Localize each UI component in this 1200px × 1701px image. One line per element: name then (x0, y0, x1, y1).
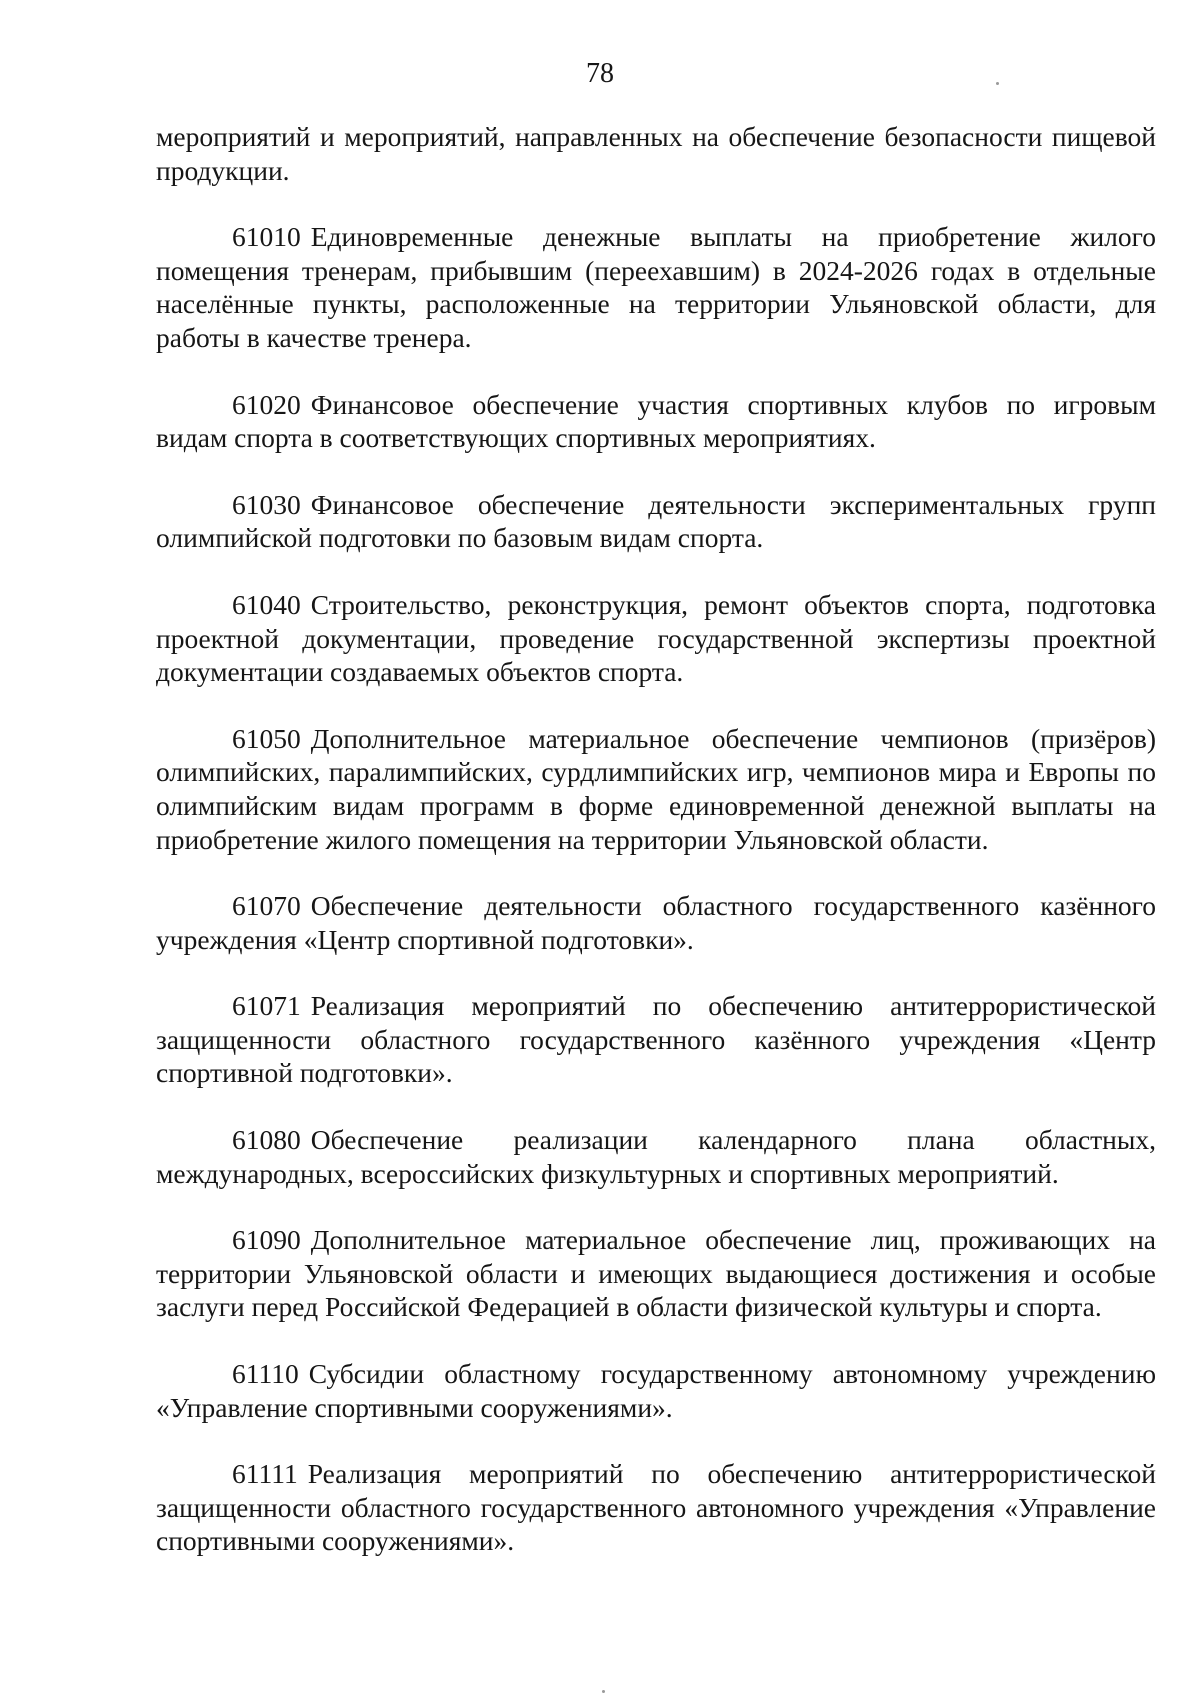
item-61080 (156, 1123, 1156, 1190)
item-61040 (156, 588, 1156, 689)
item-code: 61010 (232, 221, 301, 253)
item-code: 61090 (232, 1224, 301, 1256)
item-code: 61110 (232, 1358, 299, 1390)
scan-speck (996, 82, 999, 85)
item-text: Реализация мероприятий по обеспечению антитеррористической защищенности областного государственного казённого учреждения «Центр спортивной подготовки». (156, 990, 1156, 1089)
item-61111 (156, 1457, 1156, 1558)
item-text: Единовременные денежные выплаты на приобретение жилого помещения тренерам, прибывшим (переехавшим) в 2024-2026 годах в отдельные населённые пункты, расположенные на территории Ульяновской области, для работы в качестве тренера. (156, 221, 1156, 353)
item-61110 (156, 1357, 1156, 1424)
item-61070 (156, 889, 1156, 956)
item-61071 (156, 989, 1156, 1090)
item-text: Дополнительное материальное обеспечение чемпионов (призёров) олимпийских, паралимпийских, сурдлимпийских игр, чемпионов мира и Европы по олимпийским видам программ в форме единовременной денежной выплаты на приобретение жилого помещения на территории Ульяновской области. (156, 722, 1156, 855)
item-code: 61020 (232, 388, 301, 420)
item-code: 61040 (232, 588, 301, 620)
item-code: 61111 (232, 1458, 298, 1490)
item-code: 61050 (232, 722, 301, 754)
continuation-paragraph: мероприятий и мероприятий, направленных на обеспечение безопасности пищевой продукции. (156, 121, 1156, 186)
item-61030 (156, 488, 1156, 555)
item-code: 61080 (232, 1124, 301, 1156)
item-text: Обеспечение деятельности областного государственного казённого учреждения «Центр спортивной подготовки». (156, 890, 1156, 955)
item-text: Финансовое обеспечение деятельности экспериментальных групп олимпийской подготовки по базовым видам спорта. (156, 488, 1156, 554)
item-text: Строительство, реконструкция, ремонт объектов спорта, подготовка проектной документации, проведение государственной экспертизы проектной документации создаваемых объектов спорта. (156, 588, 1156, 688)
item-code: 61070 (232, 890, 301, 922)
item-61050 (156, 722, 1156, 856)
item-61020 (156, 388, 1156, 455)
item-61010 (156, 220, 1156, 354)
scan-speck (602, 1690, 605, 1693)
document-body (156, 120, 1156, 1591)
item-61090 (156, 1223, 1156, 1324)
item-text: Дополнительное материальное обеспечение лиц, проживающих на территории Ульяновской области и имеющих выдающиеся достижения и особые заслуги перед Российской Федерацией в области физической культуры и спорта. (156, 1224, 1156, 1323)
item-text: Реализация мероприятий по обеспечению антитеррористической защищенности областного государственного автономного учреждения «Управление спортивными сооружениями». (156, 1458, 1156, 1557)
item-code: 61030 (232, 488, 301, 520)
item-text: Обеспечение реализации календарного плана областных, международных, всероссийских физкультурных и спортивных мероприятий. (156, 1124, 1156, 1189)
item-code: 61071 (232, 990, 301, 1022)
item-text: Финансовое обеспечение участия спортивных клубов по игровым видам спорта в соответствующих спортивных мероприятиях. (156, 388, 1156, 454)
page-number: 78 (586, 58, 614, 89)
item-text: Субсидии областному государственному автономному учреждению «Управление спортивными сооружениями». (156, 1358, 1156, 1423)
